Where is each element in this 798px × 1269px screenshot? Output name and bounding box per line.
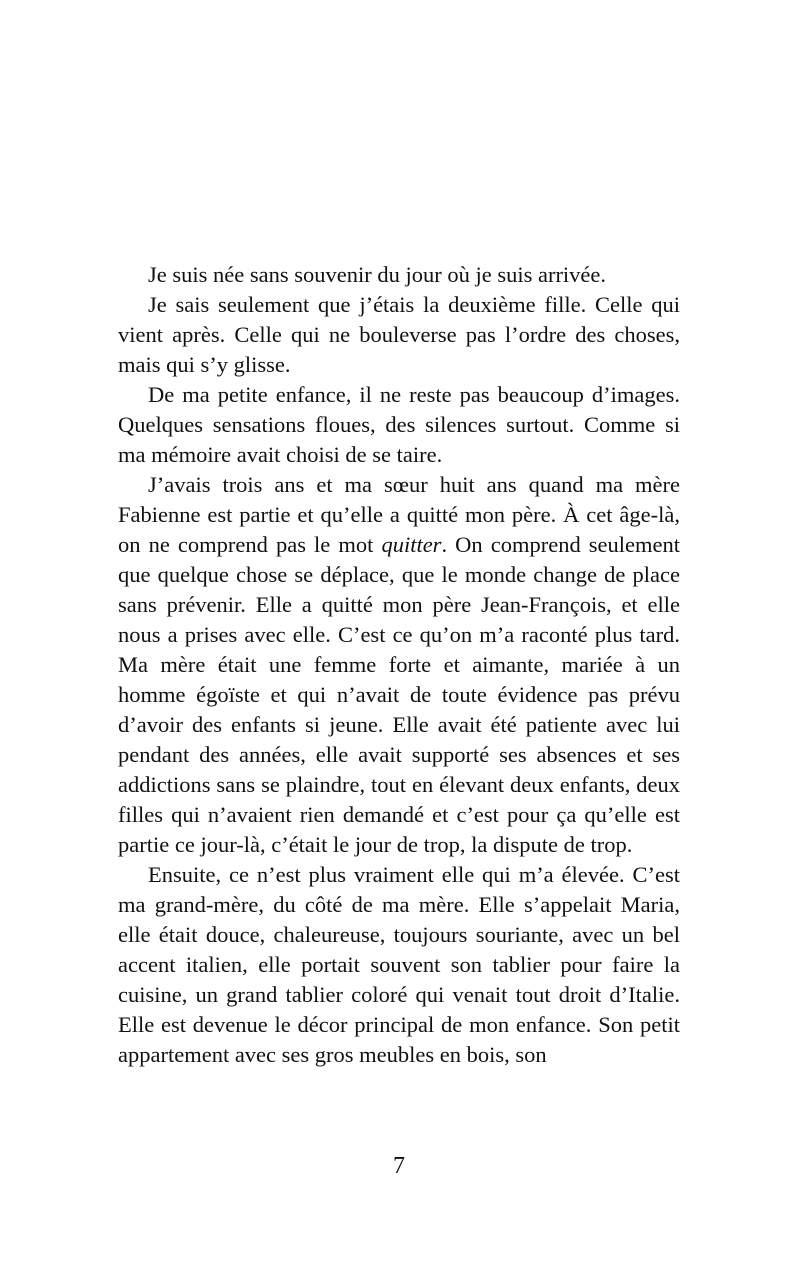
- paragraph-2: Je sais seulement que j’étais la deuxième fille. Celle qui vient après. Celle qui ne bouleverse pas l’ordre des choses, mais qui s’y glisse.: [118, 292, 680, 377]
- page-number: 7: [393, 1153, 405, 1179]
- emphasized-word: quitter: [381, 532, 442, 557]
- page-body-text: [118, 260, 680, 1070]
- paragraph-1: Je suis née sans souvenir du jour où je suis arrivée.: [148, 262, 607, 287]
- paragraph-3: De ma petite enfance, il ne reste pas beaucoup d’images. Quelques sensations floues, des silences surtout. Comme si ma mémoire avait choisi de se taire.: [118, 382, 680, 467]
- paragraph-4-text-before: J’avais trois ans et ma sœur huit ans quand ma mère Fabienne est partie et qu’elle a quitté mon père. À cet âge-là, on ne comprend pas le mot: [118, 472, 680, 557]
- paragraph-5: Ensuite, ce n’est plus vraiment elle qui m’a élevée. C’est ma grand-mère, du côté de ma mère. Elle s’appelait Maria, elle était douce, chaleureuse, toujours souriante, avec un bel accent italien, elle portait souvent son tablier pour faire la cuisine, un grand tablier coloré qui venait tout droit d’Italie. Elle est devenue le décor principal de mon enfance. Son petit appartement avec ses gros meubles en bois, son: [118, 862, 680, 1067]
- paragraph-4-text-after: . On comprend seulement que quelque chose se déplace, que le monde change de place sans prévenir. Elle a quitté mon père Jean-François, et elle nous a prises avec elle. C’est ce qu’on m’a raconté plus tard. Ma mère était une femme forte et aimante, mariée à un homme égoïste et qui n’avait de toute évidence pas prévu d’avoir des enfants si jeune. Elle avait été patiente avec lui pendant des années, elle avait supporté ses absences et ses addictions sans se plaindre, tout en élevant deux enfants, deux filles qui n’avaient rien demandé et c’est pour ça qu’elle est partie ce jour-là, c’était le jour de trop, la dispute de trop.: [118, 532, 680, 857]
- paragraph-4: [118, 470, 680, 860]
